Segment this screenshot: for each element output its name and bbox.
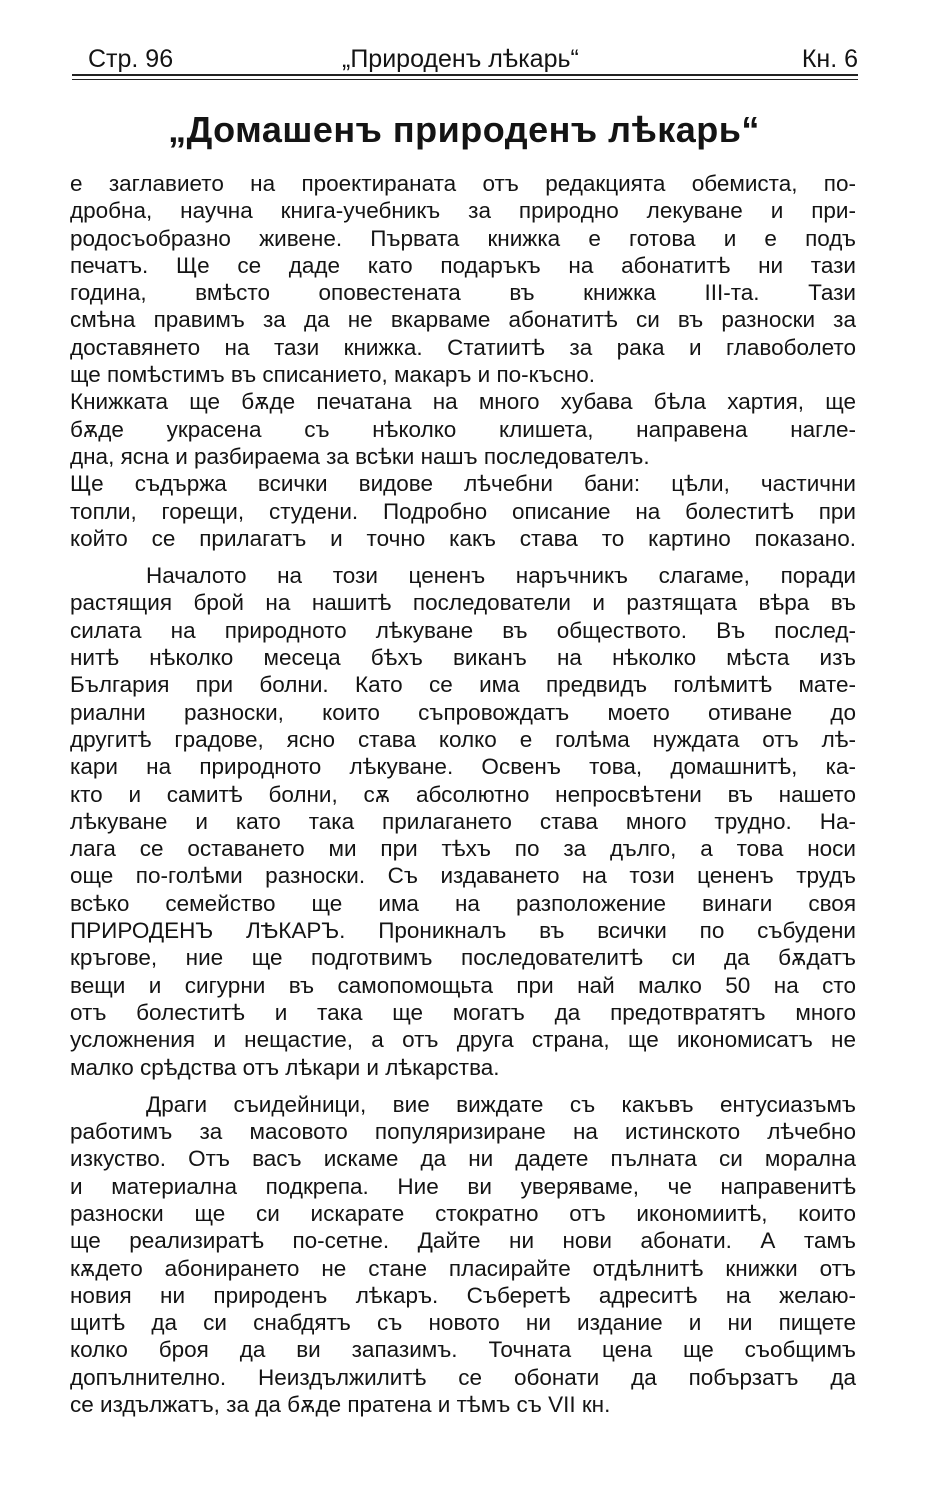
text-line: кѫдето абонирането не стане пласирайте отдѣлнитѣ книжки отъ (70, 1255, 856, 1281)
text-line: усложнения и нещастие, а отъ друга страна, ще икономисатъ не (70, 1027, 856, 1053)
text-line: всѣко семейство ще има на разположение винаги своя (70, 890, 856, 916)
text-line: бѫде украсена съ нѣколко клишета, направена нагле- (70, 416, 856, 442)
text-line: дна, ясна и разбираема за всѣки нашъ последователъ. (70, 443, 650, 469)
text-line: топли, горещи, студени. Подробно описание на болеститѣ при (70, 498, 856, 524)
text-line: лѣкуване и като така прилагането става много трудно. На- (70, 808, 856, 834)
paragraph-spacer (70, 552, 856, 562)
header-rule-thin (72, 79, 858, 80)
text-line: смѣна правимъ за да не вкарваме абонатитѣ си въ разноски за (70, 307, 856, 333)
text-line: растящия брой на нашитѣ последователи и разтящата вѣра въ (70, 590, 856, 616)
paragraph-4 (70, 562, 856, 1081)
header-rule (72, 74, 858, 76)
text-line: родосъобразно живене. Първата книжка е готова и е подъ (70, 225, 856, 251)
text-line: кто и самитѣ болни, сѫ абсолютно непросвѣтени въ нашето (70, 781, 856, 807)
text-line: отъ болеститѣ и така ще могатъ да предотвратятъ много (70, 999, 856, 1025)
paragraph-2 (70, 388, 856, 470)
text-line: малко срѣдства отъ лѣкари и лѣкарства. (70, 1054, 500, 1080)
text-line: ще реализиратѣ по-сетне. Дайте ни нови абонати. А тамъ (70, 1228, 856, 1254)
text-line: година, вмѣсто оповестената въ книжка III-та. Тази (70, 280, 856, 306)
text-line: е заглавието на проектираната отъ редакцията обемиста, по- (70, 171, 856, 196)
text-line: новия ни природенъ лѣкаръ. Съберетѣ адреситѣ на желаю- (70, 1282, 856, 1308)
text-line: печатъ. Ще се даде като подаръкъ на абонатитѣ ни тази (70, 252, 856, 278)
issue-number: Кн. 6 (801, 45, 858, 73)
text-line: дробна, научна книга-учебникъ за природно лекуване и при- (70, 198, 856, 224)
text-line: Книжката ще бѫде печатана на много хубава бѣла хартия, ще (70, 389, 856, 415)
paragraph-1 (70, 170, 856, 388)
text-line: лага се оставането ми при тѣхъ по за дълго, а това носи (70, 836, 856, 862)
text-line: Началото на този цененъ наръчникъ слагаме, поради (146, 563, 856, 589)
text-line: който се прилагатъ и точно какъ става то картино показано. (70, 525, 856, 551)
text-line: щитѣ да си снабдятъ съ новото ни издание и ни пищете (70, 1310, 856, 1336)
text-line: кари на природното лѣкуване. Освенъ това, домашнитѣ, ка- (70, 754, 856, 780)
text-line: допълнително. Неиздължилитѣ се обонати да побързатъ да (70, 1364, 856, 1390)
text-line: колко броя да ви запазимъ. Точната цена ще съобщимъ (70, 1337, 856, 1363)
text-line: работимъ за масовото популяризиране на истинското лѣчебно (70, 1119, 856, 1145)
text-line: се издължатъ, за да бѫде пратена и тѣмъ съ VII кн. (70, 1392, 611, 1418)
text-line: Ще съдържа всички видове лѣчебни бани: цѣли, частични (70, 471, 856, 497)
text-line: другитѣ градове, ясно става колко е голѣма нуждата отъ лѣ- (70, 726, 856, 752)
text-line: изкуство. Отъ васъ искаме да ни дадете пълната си морална (70, 1146, 856, 1172)
text-line: кръгове, ние ще подготвимъ последователитѣ си да бѫдатъ (70, 945, 856, 971)
text-line: Драги съидейници, вие виждате съ какъвъ ентусиазъмъ (146, 1091, 856, 1117)
text-line: ПРИРОДЕНЪ ЛѢКАРЪ. Проникналъ въ всички по събудени (70, 918, 856, 944)
paragraph-spacer (70, 1081, 856, 1091)
text-line: ще помѣстимъ въ списанието, макаръ и по-късно. (70, 362, 596, 388)
text-line: вещи и сигурни въ самопомощьта при най малко 50 на сто (70, 972, 856, 998)
paragraph-5 (70, 1091, 856, 1419)
text-line: доставянето на тази книжка. Статиитѣ за рака и главоболето (70, 334, 856, 360)
text-line: силата на природното лѣкуване въ обществото. Въ послед- (70, 617, 856, 643)
text-line: разноски ще си искарате стократно отъ икономиитѣ, които (70, 1200, 856, 1226)
text-line: и материална подкрепа. Ние ви уверяваме, че направенитѣ (70, 1173, 856, 1199)
article-body (70, 170, 856, 1418)
paragraph-3 (70, 470, 856, 552)
text-line: нитѣ нѣколко месеца бѣхъ виканъ на нѣколко мѣста изъ (70, 645, 856, 671)
article-title: „Домашенъ природенъ лѣкарь“ (168, 109, 760, 150)
text-line: България при болни. Като се има предвидъ голѣмитѣ мате- (70, 672, 856, 698)
journal-title: „Природенъ лѣкарь“ (342, 45, 579, 73)
text-line: още по-голѣми разноски. Съ издаването на този цененъ трудъ (70, 863, 856, 889)
text-line: риални разноски, които съпровождатъ моето отиване до (70, 699, 856, 725)
page-number: Стр. 96 (88, 45, 174, 73)
